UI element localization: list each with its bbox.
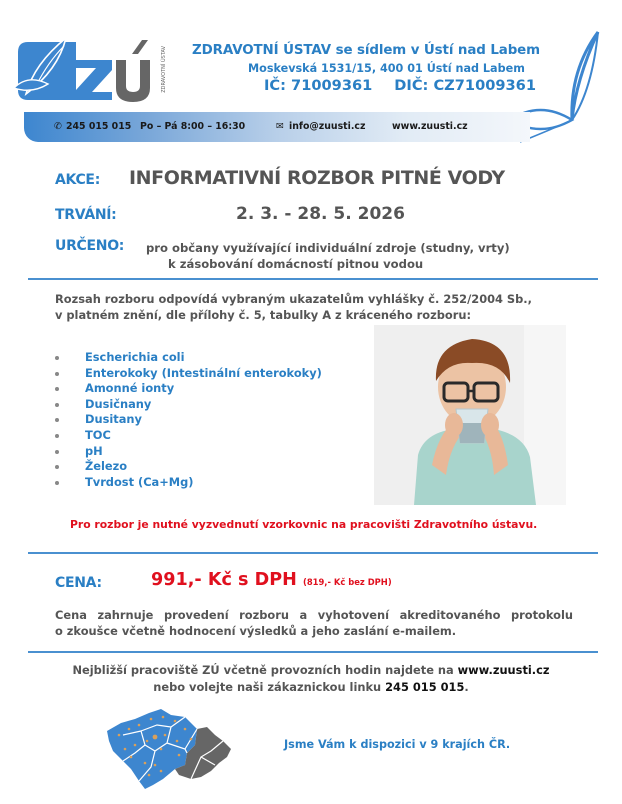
scope-description <box>55 291 532 323</box>
bullet-icon <box>55 434 59 438</box>
bullet-icon <box>55 387 59 391</box>
phone-link[interactable]: 245 015 015 <box>66 121 132 132</box>
website-link[interactable]: www.zuusti.cz <box>392 121 468 132</box>
zu-logo <box>14 34 184 104</box>
list-item: Dusičnany <box>55 397 322 413</box>
bullet-icon <box>55 418 59 422</box>
scope-line-1: Rozsah rozboru odpovídá vybraným ukazatelům vyhlášky č. 252/2004 Sb., <box>55 292 532 306</box>
bullet-icon <box>55 465 59 469</box>
dic-number: DIČ: CZ71009361 <box>394 77 536 94</box>
duration-value: 2. 3. - 28. 5. 2026 <box>236 204 405 224</box>
bullet-icon <box>55 450 59 454</box>
phone-icon: ✆ <box>54 121 62 132</box>
parameter-list <box>55 350 322 490</box>
czech-regions-map-icon <box>105 705 235 795</box>
price-value <box>151 570 392 590</box>
bullet-icon <box>55 403 59 407</box>
contact-bar <box>24 112 530 142</box>
organization-address: Moskevská 1531/15, 400 01 Ústí nad Labem <box>248 62 525 75</box>
list-item: Amonné ionty <box>55 381 322 397</box>
bullet-icon <box>55 481 59 485</box>
list-item: Železo <box>55 459 322 475</box>
price-with-vat: 991,- Kč s DPH <box>151 570 297 590</box>
bullet-icon <box>55 356 59 360</box>
divider <box>28 552 598 554</box>
list-item: Dusitany <box>55 412 322 428</box>
nearest-office-text: Nejbližší pracoviště ZÚ včetně provozních hodin najdete na www.zuusti.cz nebo volejte naši zákaznickou linku 245 015 015. <box>72 663 550 694</box>
child-drinking-water-photo <box>374 325 566 505</box>
list-item: Tvrdost (Ca+Mg) <box>55 475 322 491</box>
action-label: AKCE: <box>55 172 100 188</box>
scope-line-2: v platném znění, dle přílohy č. 5, tabulky A z kráceného rozboru: <box>55 308 472 322</box>
organization-name: ZDRAVOTNÍ ÚSTAV se sídlem v Ústí nad Labem <box>192 43 541 58</box>
action-title: INFORMATIVNÍ ROZBOR PITNÉ VODY <box>129 167 505 189</box>
website-link[interactable]: www.zuusti.cz <box>457 663 550 677</box>
target-line-1: pro občany využívající individuální zdroje (studny, vrty) <box>146 241 510 255</box>
target-label: URČENO: <box>55 238 125 254</box>
logo-vertical-text: ZDRAVOTNÍ ÚSTAV <box>161 46 167 93</box>
list-item: TOC <box>55 428 322 444</box>
hotline-number[interactable]: 245 015 015 <box>385 680 465 694</box>
price-without-vat: (819,- Kč bez DPH) <box>303 577 392 587</box>
office-hours: Po – Pá 8:00 – 16:30 <box>140 121 246 132</box>
regions-availability-text: Jsme Vám k dispozici v 9 krajích ČR. <box>284 738 511 751</box>
divider <box>28 278 598 280</box>
divider <box>28 651 598 653</box>
email-link[interactable]: info@zuusti.cz <box>289 121 366 132</box>
ic-number: IČ: 71009361 <box>264 77 373 94</box>
list-item: Enterokoky (Intestinální enterokoky) <box>55 366 322 382</box>
envelope-icon: ✉ <box>276 121 284 132</box>
list-item: Escherichia coli <box>55 350 322 366</box>
warning-text: Pro rozbor je nutné vyzvednutí vzorkovnic na pracovišti Zdravotního ústavu. <box>70 518 538 531</box>
duration-label: TRVÁNÍ: <box>55 207 117 223</box>
price-includes-text: Cena zahrnuje provedení rozboru a vyhotovení akreditovaného protokolu o zkoušce včetně hodnocení výsledků a jeho zaslání e-mailem. <box>55 608 573 638</box>
includes-line-2: o zkoušce včetně hodnocení výsledků a jeho zaslání e-mailem. <box>55 624 457 638</box>
list-item: pH <box>55 444 322 460</box>
target-line-2: k zásobování domácností pitnou vodou <box>168 257 424 271</box>
price-label: CENA: <box>55 575 102 591</box>
bullet-icon <box>55 372 59 376</box>
